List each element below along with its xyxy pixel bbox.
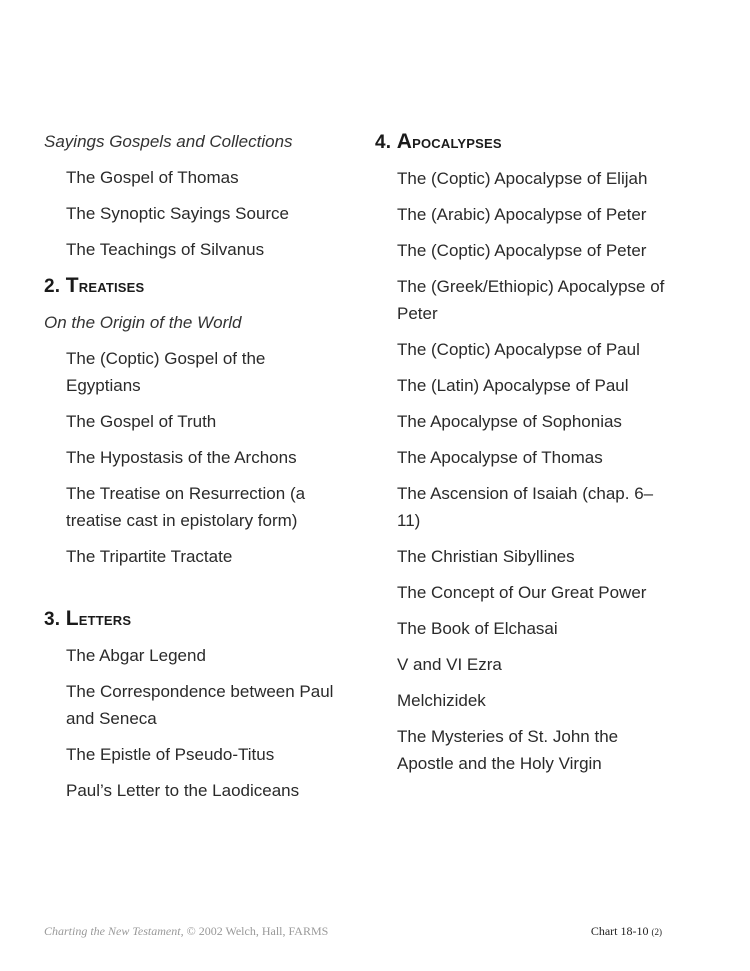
section-spacer [44,579,344,605]
footer-chart-label [591,924,662,939]
list-item: The Apocalypse of Thomas [397,448,603,467]
heading-initial: L [65,607,79,630]
right-column [375,128,675,786]
chart-number: Chart 18-10 [590,924,649,938]
section-heading-apocalypses [375,128,675,156]
chart-part: (2) [651,927,662,937]
footer-book-title: Charting the New Testament, [44,924,184,938]
list-item: The Apocalypse of Sophonias [397,412,622,431]
section-number: 4. [375,132,392,153]
subhead-sayings-gospels: Sayings Gospels and Collections [44,132,293,151]
list-item: The Gospel of Thomas [66,168,239,187]
heading-rest: pocalypses [412,132,502,153]
list-item: The (Latin) Apocalypse of Paul [397,376,629,395]
list-item: The Teachings of Silvanus [66,240,265,259]
list-item: The (Coptic) Apocalypse of Elijah [397,169,648,188]
list-item: The (Coptic) Apocalypse of Paul [397,340,640,359]
list-item: The Hypostasis of the Archons [66,448,297,467]
subhead-origin-of-world: On the Origin of the World [44,313,242,332]
list-item: The Gospel of Truth [66,412,217,431]
list-item: The Christian Sibyllines [397,547,575,566]
list-item: Melchizidek [397,691,486,710]
list-item: The Abgar Legend [66,646,206,665]
list-item: The (Arabic) Apocalypse of Peter [397,205,647,224]
list-item: The Tripartite Tractate [66,547,233,566]
list-item: The (Coptic) Apocalypse of Peter [397,241,647,260]
list-item: The (Greek/Ethiopic) Apocalypse of Peter [397,277,665,323]
section-number: 3. [44,609,61,630]
list-item: The Ascension of Isaiah (chap. 6–11) [397,484,654,530]
list-item: The Book of Elchasai [397,619,558,638]
footer-copyright-text: © 2002 Welch, Hall, FARMS [183,924,329,938]
heading-rest: reatises [78,276,145,297]
list-item: The Mysteries of St. John the Apostle and the Holy Virgin [397,727,619,773]
section-heading-letters [44,605,344,633]
list-item: The Epistle of Pseudo-Titus [66,745,275,764]
list-item: The Treatise on Resurrection (a treatise cast in epistolary form) [66,484,306,530]
list-item: The Synoptic Sayings Source [66,204,290,223]
left-column [44,128,344,813]
list-item: V and VI Ezra [397,655,502,674]
heading-initial: A [396,130,413,153]
section-number: 2. [44,276,61,297]
heading-rest: etters [78,609,132,630]
list-item: The Correspondence between Paul and Seneca [66,682,334,728]
heading-initial: T [65,274,79,297]
list-item: Paul’s Letter to the Laodiceans [66,781,300,800]
footer-copyright [44,924,328,939]
list-item: The (Coptic) Gospel of the Egyptians [66,349,266,395]
section-heading-treatises [44,272,344,300]
list-item: The Concept of Our Great Power [397,583,647,602]
